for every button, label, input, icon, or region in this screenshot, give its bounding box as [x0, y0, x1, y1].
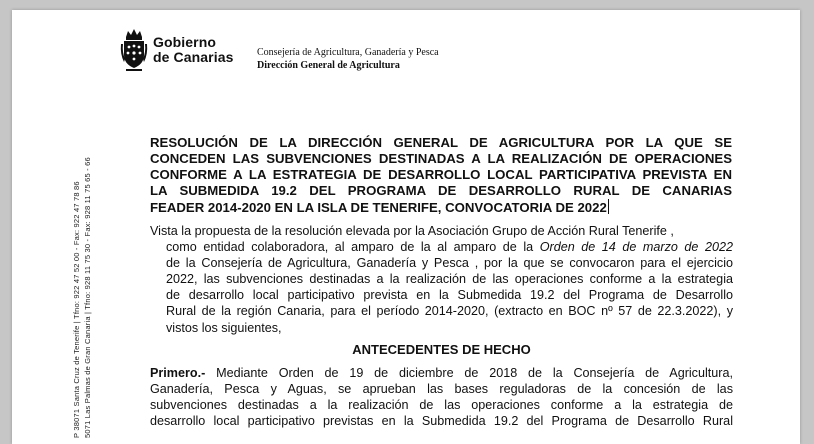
department-name: Consejería de Agricultura, Ganadería y Pesca: [257, 47, 439, 58]
paragraph-line: subvenciones destinadas a la realización de las operaciones conforme a la estrategia de: [150, 398, 733, 413]
government-logo: [120, 28, 233, 72]
section-heading: ANTECEDENTES DE HECHO: [352, 342, 531, 357]
document-page: [12, 10, 800, 444]
logo-line-1: Gobierno: [153, 34, 217, 50]
title-line: RESOLUCIÓN DE LA DIRECCIÓN GENERAL DE AGRICULTURA POR LA QUE SE: [150, 135, 732, 150]
paragraph-text: como entidad colaboradora, al amparo de la al amparo de la: [166, 240, 540, 255]
directorate-name: Dirección General de Agricultura: [257, 60, 400, 71]
intro-paragraph: [150, 223, 733, 336]
title-line-text: FEADER 2014-2020 EN LA ISLA DE TENERIFE, CONVOCATORIA DE 2022: [150, 200, 607, 215]
paragraph-text: Mediante Orden de 19 de diciembre de 2018 de la Consejería de Agricultura,: [205, 366, 733, 380]
title-line-last: [150, 199, 732, 216]
paragraph-line: desarrollo local participativo previstas en la Submedida 19.2 del Programa de Desarrollo Rural: [150, 414, 733, 429]
paragraph-line: de la Consejería de Agricultura, Ganadería y Pesca , por la que se convocaron para el ejercicio: [166, 256, 733, 271]
paragraph-lead: Primero.-: [150, 366, 206, 380]
title-line: CONCEDEN LAS SUBVENCIONES DESTINADAS A LA REALIZACIÓN DE OPERACIONES: [150, 151, 732, 166]
department-block: [257, 46, 439, 72]
canarias-crest-icon: [120, 28, 148, 72]
resolution-title: [150, 135, 732, 216]
side-contact-text: [71, 157, 93, 438]
paragraph-line: Rural de la región Canaria, para el período 2014-2020, (extracto en BOC nº 57 de 22.3.2022), y: [166, 304, 733, 319]
paragraph-line: [150, 239, 733, 255]
paragraph-line: vistos los siguientes,: [166, 320, 282, 335]
government-name: [153, 35, 233, 65]
paragraph-line: Ganadería, Pesca y Aguas, se aprueban las bases reguladoras de la concesión de las: [150, 382, 733, 397]
side-contact-line-1: P 38071 Santa Cruz de Tenerife | Tfno: 922 47 52 00 - Fax: 922 47 78 86: [72, 181, 81, 438]
title-line: LA SUBMEDIDA 19.2 DEL PROGRAMA DE DESARROLLO RURAL DE CANARIAS: [150, 183, 732, 198]
title-line: CONFORME A LA ESTRATEGIA DE DESARROLLO LOCAL PARTICIPATIVA PREVISTA EN: [150, 167, 732, 182]
text-cursor: [608, 199, 609, 214]
order-reference: Orden de 14 de marzo de 2022: [539, 240, 733, 255]
paragraph-line: Vista la propuesta de la resolución elevada por la Asociación Grupo de Acción Rural Tenerife ,: [150, 224, 674, 238]
side-contact-line-2: 5071 Las Palmas de Gran Canaria | Tfno: 928 11 75 30 - Fax: 928 11 75 65 - 66: [83, 157, 92, 438]
first-fact-paragraph: [150, 365, 733, 429]
paragraph-line: 2022, las subvenciones destinadas a la realización de las operaciones conforme a la estrategia: [166, 272, 733, 287]
paragraph-line: [150, 365, 733, 381]
logo-line-2: de Canarias: [153, 49, 234, 65]
paragraph-line: de desarrollo local participativo prevista en la Submedida 19.2 del Programa de Desarrollo: [166, 288, 733, 303]
